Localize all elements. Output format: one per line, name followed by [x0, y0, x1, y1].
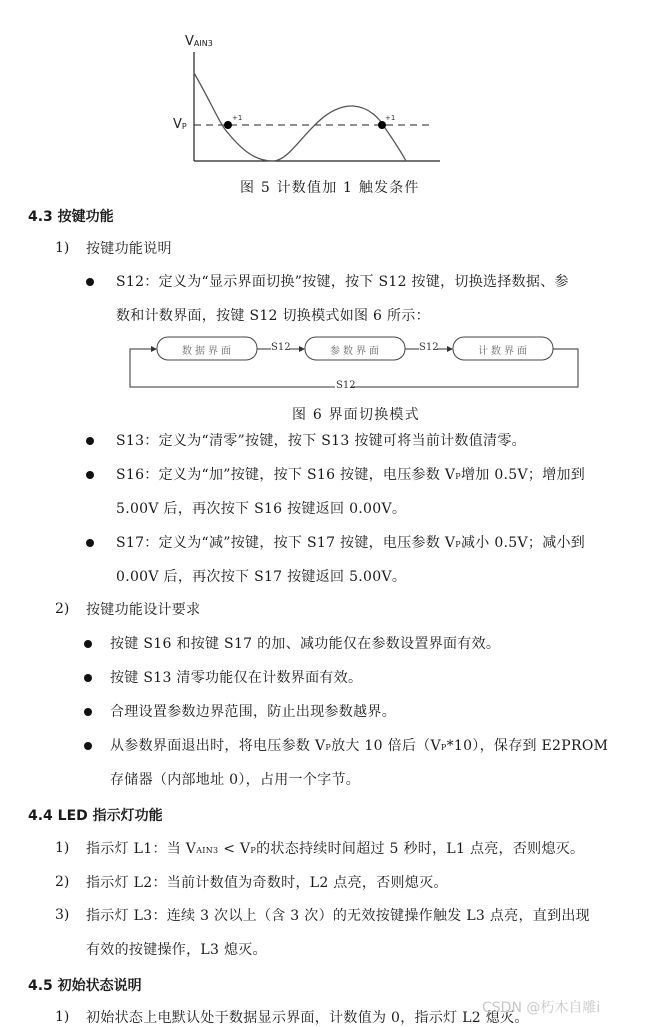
- bullet-icon: [84, 640, 92, 648]
- bullet-icon: [86, 437, 94, 445]
- req4-sub2: P: [440, 743, 447, 752]
- requirement-3: 合理设置参数边界范围，防止出现参数越界。: [110, 704, 396, 720]
- item-1-number: 1): [55, 240, 70, 256]
- figure-6-caption: 图 6 界面切换模式: [292, 407, 420, 423]
- flow-return-label: S12: [336, 380, 356, 391]
- led-l3-description-line1: 指示灯 L3：连续 3 次以上（含 3 次）的无效按键操作触发 L3 点亮，直到出现: [86, 908, 590, 924]
- s13-description: S13：定义为“清零”按键，按下 S13 按键可将当前计数值清零。: [116, 433, 526, 449]
- l1-text-c: 的状态持续时间超过 5 秒时，L1 点亮，否则熄灭。: [256, 841, 585, 857]
- s17-sub: P: [455, 540, 461, 549]
- led-l1-description: [86, 840, 584, 860]
- s17-description-line1: [116, 534, 585, 554]
- figure-6-diagram: [125, 334, 585, 394]
- initial-state-description: 初始状态上电默认处于数据显示界面，计数值为 0，指示灯 L2 熄灭。: [86, 1010, 529, 1026]
- section-4-5-heading: 4.5 初始状态说明: [28, 978, 142, 994]
- item-2-label: 按键功能设计要求: [86, 602, 201, 618]
- bullet-icon: [84, 742, 92, 750]
- bullet-icon: [84, 674, 92, 682]
- led-l2-description: 指示灯 L2：当前计数值为奇数时，L2 点亮，否则熄灭。: [86, 875, 448, 891]
- led-l3-description-line2: 有效的按键操作，L3 熄灭。: [86, 942, 267, 958]
- s16-text-a: S16：定义为“加”按键，按下 S16 按键，电压参数 V: [116, 467, 456, 483]
- vp-label: [173, 117, 187, 132]
- figure-5-caption: 图 5 计数值加 1 触发条件: [240, 180, 420, 196]
- y-axis-label: [185, 34, 213, 49]
- s17-text-a: S17：定义为“减”按键，按下 S17 按键，电压参数 V: [116, 535, 456, 551]
- section-4-3-heading: 4.3 按键功能: [28, 209, 114, 225]
- led-l2-number: 2): [55, 874, 70, 890]
- flow-box-param-screen: 参数界面: [330, 346, 382, 357]
- led-l3-number: 3): [55, 907, 70, 923]
- s16-description-line2: 5.00V 后，再次按下 S16 按键返回 0.00V。: [116, 501, 407, 517]
- s16-text-b: 增加 0.5V；增加到: [460, 467, 586, 483]
- flow-arrow-label-1: S12: [271, 342, 291, 353]
- initial-state-number: 1): [55, 1009, 70, 1025]
- led-l1-number: 1): [55, 840, 70, 856]
- req4-text-c: *10），保存到 E2PROM: [446, 738, 609, 754]
- y-axis-label-sub: AIN3: [193, 39, 213, 48]
- req4-sub: P: [325, 743, 332, 752]
- item-1-label: 按键功能说明: [86, 241, 172, 257]
- requirement-4-line2: 存储器（内部地址 0），占用一个字节。: [110, 772, 361, 788]
- l1-text-a: 指示灯 L1：当 V: [86, 841, 197, 857]
- requirement-1: 按键 S16 和按键 S17 的加、减功能仅在参数设置界面有效。: [110, 636, 501, 652]
- s17-text-b: 减小 0.5V；减小到: [460, 535, 586, 551]
- l1-sub: AIN3: [196, 846, 219, 855]
- s16-description-line1: [116, 466, 585, 486]
- flow-arrow-label-2: S12: [419, 342, 439, 353]
- vp-label-sub: P: [181, 122, 187, 131]
- flow-box-count-screen: 计数界面: [478, 346, 530, 357]
- csdn-watermark: CSDN @朽木自雕i: [482, 1000, 601, 1016]
- req4-text-a: 从参数界面退出时，将电压参数 V: [110, 738, 326, 754]
- s17-description-line2: 0.00V 后，再次按下 S17 按键返回 5.00V。: [116, 569, 407, 585]
- l1-text-b: < V: [218, 841, 251, 857]
- item-2-number: 2): [55, 601, 70, 617]
- figure-5-chart: [170, 30, 440, 170]
- req4-text-b: 放大 10 倍后（V: [331, 738, 441, 754]
- s12-description-line1: S12：定义为“显示界面切换”按键，按下 S12 按键，切换选择数据、参: [116, 274, 569, 290]
- marker-label-1: +1: [232, 114, 243, 122]
- marker-label-2: +1: [385, 114, 396, 122]
- s16-sub: P: [455, 472, 461, 481]
- bullet-icon: [86, 278, 94, 286]
- bullet-icon: [84, 708, 92, 716]
- requirement-2: 按键 S13 清零功能仅在计数界面有效。: [110, 670, 363, 686]
- bullet-icon: [86, 539, 94, 547]
- bullet-icon: [86, 471, 94, 479]
- section-4-4-heading: 4.4 LED 指示灯功能: [28, 808, 163, 824]
- s12-description-line2: 数和计数界面，按键 S12 切换模式如图 6 所示：: [116, 308, 430, 324]
- y-axis-label-main: V: [185, 34, 194, 49]
- requirement-4-line1: [110, 737, 608, 757]
- waveform-diagram: [170, 30, 440, 170]
- vp-label-main: V: [173, 117, 182, 132]
- l1-sub2: P: [250, 846, 257, 855]
- flow-box-data-screen: 数据界面: [182, 346, 234, 357]
